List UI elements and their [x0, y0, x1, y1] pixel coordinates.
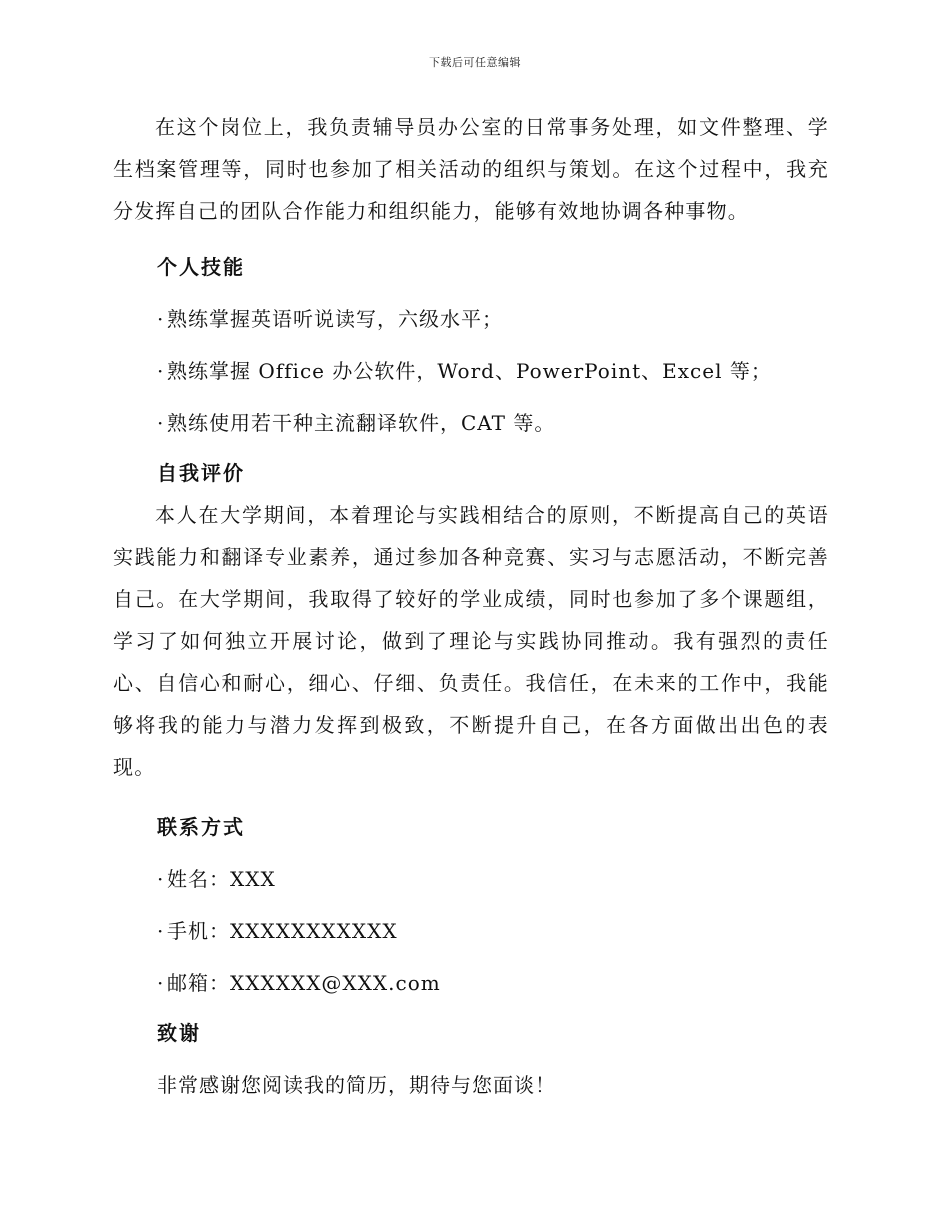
- self-eval-heading: 自我评价: [157, 461, 245, 485]
- skill-item: [157, 356, 829, 386]
- contact-item: [157, 968, 829, 998]
- contact-name: 姓名：XXX: [167, 867, 276, 891]
- resume-content: [113, 106, 829, 1100]
- thanks-heading: 致谢: [157, 1021, 201, 1045]
- bullet-dot: ·: [157, 867, 165, 891]
- bullet-dot: ·: [157, 359, 165, 383]
- skill-item-text: 熟练使用若干种主流翻译软件，CAT 等。: [167, 411, 556, 435]
- skill-item-text: 熟练掌握 Office 办公软件，Word、PowerPoint、Excel 等；: [167, 359, 772, 383]
- intro-paragraph: 在这个岗位上，我负责辅导员办公室的日常事务处理，如文件整理、学生档案管理等，同时也参加了相关活动的组织与策划。在这个过程中，我充分发挥自己的团队合作能力和组织能力，能够有效地协调各种事物。: [113, 115, 829, 223]
- contact-item: [157, 864, 829, 894]
- contact-email: 邮箱：XXXXXX@XXX.com: [167, 971, 441, 995]
- bullet-dot: ·: [157, 971, 165, 995]
- skills-heading: 个人技能: [157, 255, 245, 279]
- thanks-text: 非常感谢您阅读我的简历，期待与您面谈！: [157, 1073, 556, 1097]
- skill-item: [157, 408, 829, 438]
- bullet-dot: ·: [157, 919, 165, 943]
- bullet-dot: ·: [157, 307, 165, 331]
- bullet-dot: ·: [157, 411, 165, 435]
- contact-item: [157, 916, 829, 946]
- self-eval-paragraph: 本人在大学期间，本着理论与实践相结合的原则，不断提高自己的英语实践能力和翻译专业素养，通过参加各种竞赛、实习与志愿活动，不断完善自己。在大学期间，我取得了较好的学业成绩，同时也参加了多个课题组，学习了如何独立开展讨论，做到了理论与实践协同推动。我有强烈的责任心、自信心和耐心，细心、仔细、负责任。我信任，在未来的工作中，我能够将我的能力与潜力发挥到极致，不断提升自己，在各方面做出出色的表现。: [113, 503, 829, 779]
- header-note: 下载后可任意编辑: [429, 56, 521, 69]
- skill-item: [157, 304, 829, 334]
- skill-item-text: 熟练掌握英语听说读写，六级水平；: [167, 307, 503, 331]
- contact-phone: 手机：XXXXXXXXXXX: [167, 919, 398, 943]
- contact-heading: 联系方式: [157, 815, 245, 839]
